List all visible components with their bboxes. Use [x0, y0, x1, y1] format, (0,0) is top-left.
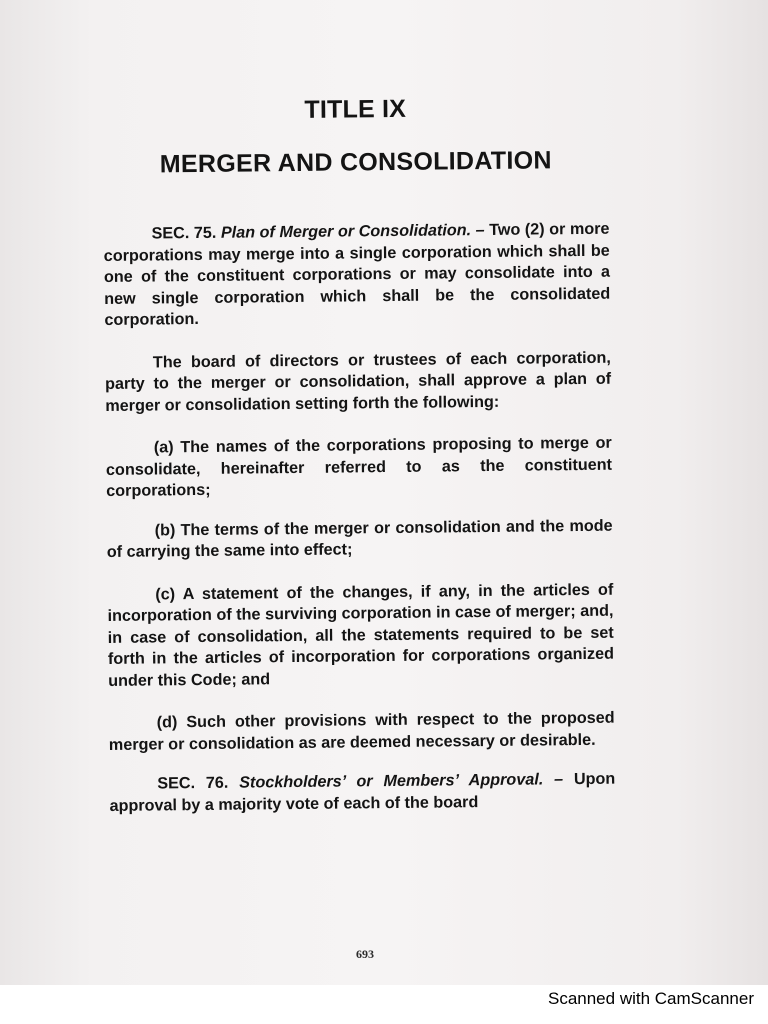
- page-content: [102, 83, 616, 817]
- item-b-paragraph: (b) The terms of the merger or consolidation and the mode of carrying the same into effect;: [106, 516, 613, 561]
- section-75-number: SEC. 75.: [151, 223, 217, 243]
- bleed-through-area: [110, 0, 630, 95]
- section-76-heading: Stockholders’ or Members’ Approval. –: [239, 770, 564, 792]
- item-c-paragraph: (c) A statement of the changes, if any, in the articles of incorporation of the surviving corporation in case of merger; and, in case of consolidation, all the statements required to be set forth in the articles of incorporation for corporations organized under this Code; and: [107, 580, 615, 690]
- section-76-number: SEC. 76.: [157, 773, 229, 793]
- title-heading: TITLE IX: [304, 94, 407, 124]
- section-75-paragraph: [103, 219, 610, 332]
- section-76-text: Upon approval by a majority vote of each of the board: [109, 769, 616, 815]
- item-a-paragraph: (a) The names of the corporations proposing to merge or consolidate, hereinafter referred to as the constituent corporations;: [105, 433, 613, 500]
- page-number: 693: [356, 947, 374, 961]
- title-subheading: MERGER AND CONSOLIDATION: [159, 146, 552, 179]
- item-d-paragraph: (d) Such other provisions with respect to the proposed merger or consolidation as are deemed necessary or desirable.: [108, 708, 615, 754]
- camscanner-watermark: Scanned with CamScanner: [547, 989, 754, 1008]
- section-75-text: Two (2) or more corporations may merge into a single corporation which shall be one of the constituent corporations or may consolidate into a new single corporation which shall be the consolidated corporation.: [103, 219, 611, 329]
- section-76-paragraph: [109, 769, 615, 817]
- section-75-heading: Plan of Merger or Consolidation. –: [220, 221, 485, 242]
- board-paragraph: The board of directors or trustees of each corporation, party to the merger or consolidation, shall approve a plan of merger or consolidation setting forth the following:: [105, 348, 612, 415]
